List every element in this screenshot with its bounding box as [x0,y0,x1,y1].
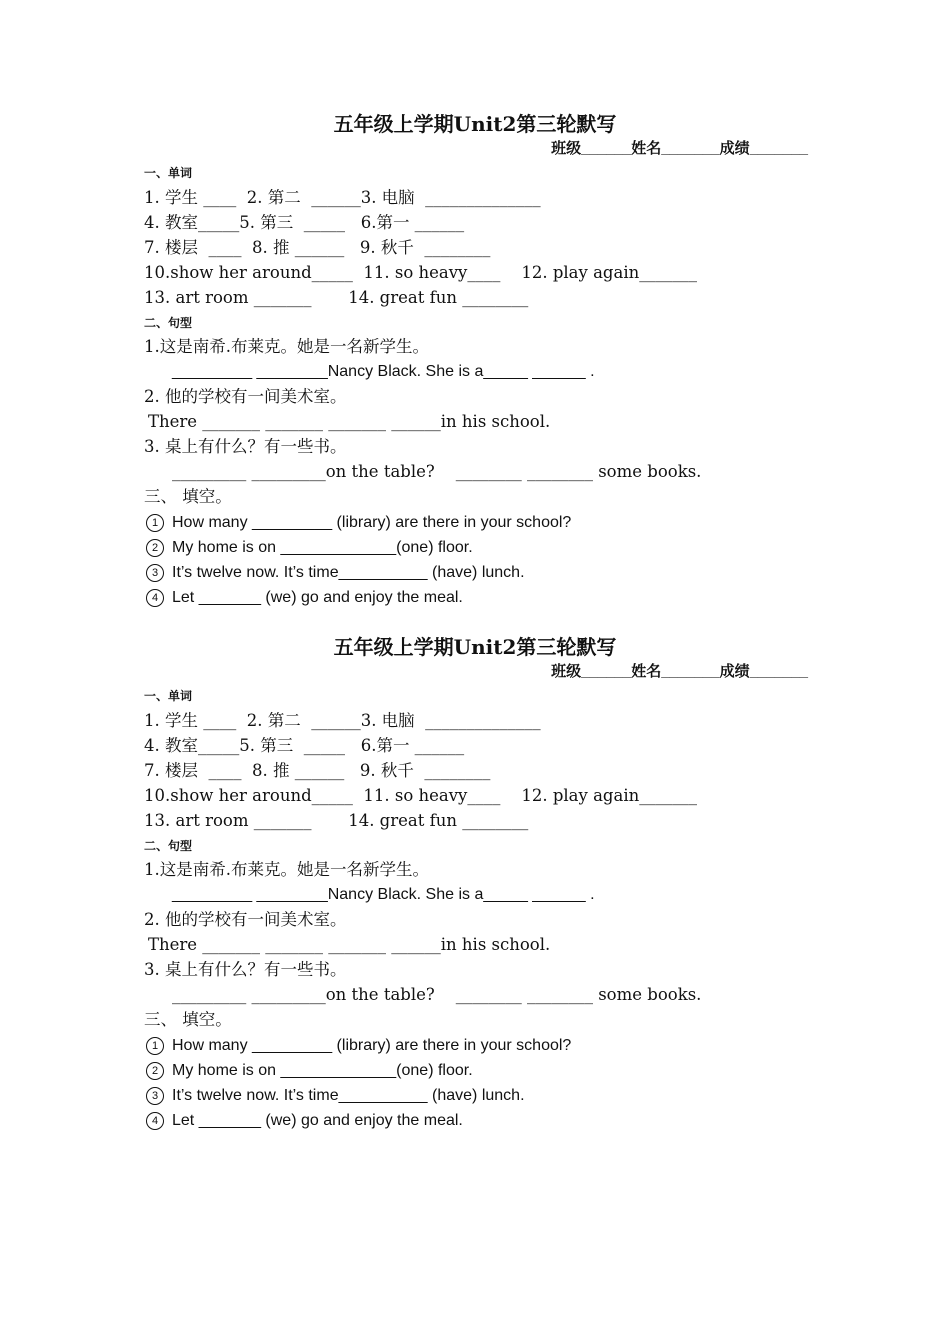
sentence-answer: _________ ________Nancy Black. She is a_____ ______ . [172,363,595,380]
circled-number: 2 [146,539,164,557]
section-heading-fill: 三、 填空。 [144,487,232,506]
sentence-question: 2. 他的学校有一间美术室。 [144,387,347,406]
fill-item-text: It’s twelve now. It’s time__________ (have) lunch. [172,564,525,581]
page-title: 五年级上学期Unit2第三轮默写 [333,635,617,659]
section-heading-words: 一、单词 [144,689,193,703]
fill-item-text: How many _________ (library) are there in your school? [172,514,572,531]
fill-item [146,589,463,607]
fill-item [146,539,473,557]
student-info-line: 班级______姓名_______成绩_______ [551,663,808,680]
word-row: 1. 学生 ____ 2. 第二 ______3. 电脑 ______________ [144,188,541,207]
student-info-line: 班级______姓名_______成绩_______ [551,140,808,157]
sentence-question: 3. 桌上有什么？有一些书。 [144,960,347,979]
sentence-answer: _________ ________Nancy Black. She is a_____ ______ . [172,886,595,903]
fill-item [146,564,525,582]
fill-item [146,1087,525,1105]
fill-item-text: Let _______ (we) go and enjoy the meal. [172,589,463,606]
sentence-question: 1.这是南希.布莱克。她是一名新学生。 [144,337,429,356]
word-row: 4. 教室_____5. 第三 _____ 6.第一 ______ [144,736,465,755]
section-heading-sentences: 二、句型 [144,839,193,853]
fill-item-text: My home is on _____________(one) floor. [172,1062,473,1079]
word-row: 13. art room _______ 14. great fun ________ [144,811,529,830]
word-row: 7. 楼层 ____ 8. 推 ______ 9. 秋千 ________ [144,761,491,780]
fill-item [146,1037,571,1055]
sentence-answer: There _______ _______ _______ ______in his school. [148,412,551,431]
circled-number: 4 [146,1112,164,1130]
sentence-answer: There _______ _______ _______ ______in his school. [148,935,551,954]
fill-item [146,514,571,532]
circled-number: 4 [146,589,164,607]
fill-item-text: Let _______ (we) go and enjoy the meal. [172,1112,463,1129]
sentence-answer: _________ _________on the table? ________ ________ some books. [172,985,702,1004]
word-row: 4. 教室_____5. 第三 _____ 6.第一 ______ [144,213,465,232]
page-title: 五年级上学期Unit2第三轮默写 [333,112,617,136]
section-heading-sentences: 二、句型 [144,316,193,330]
word-row: 1. 学生 ____ 2. 第二 ______3. 电脑 ______________ [144,711,541,730]
circled-number: 3 [146,1087,164,1105]
section-heading-words: 一、单词 [144,166,193,180]
circled-number: 1 [146,1037,164,1055]
word-row: 10.show her around_____ 11. so heavy____ 12. play again_______ [144,263,697,282]
fill-item-text: How many _________ (library) are there in your school? [172,1037,572,1054]
word-row: 13. art room _______ 14. great fun ________ [144,288,529,307]
fill-item-text: It’s twelve now. It’s time__________ (have) lunch. [172,1087,525,1104]
word-row: 10.show her around_____ 11. so heavy____ 12. play again_______ [144,786,697,805]
sentence-question: 2. 他的学校有一间美术室。 [144,910,347,929]
circled-number: 2 [146,1062,164,1080]
sentence-question: 1.这是南希.布莱克。她是一名新学生。 [144,860,429,879]
fill-item [146,1112,463,1130]
circled-number: 1 [146,514,164,532]
fill-item [146,1062,473,1080]
fill-item-text: My home is on _____________(one) floor. [172,539,473,556]
circled-number: 3 [146,564,164,582]
sentence-answer: _________ _________on the table? ________ ________ some books. [172,462,702,481]
sentence-question: 3. 桌上有什么？有一些书。 [144,437,347,456]
section-heading-fill: 三、 填空。 [144,1010,232,1029]
word-row: 7. 楼层 ____ 8. 推 ______ 9. 秋千 ________ [144,238,491,257]
